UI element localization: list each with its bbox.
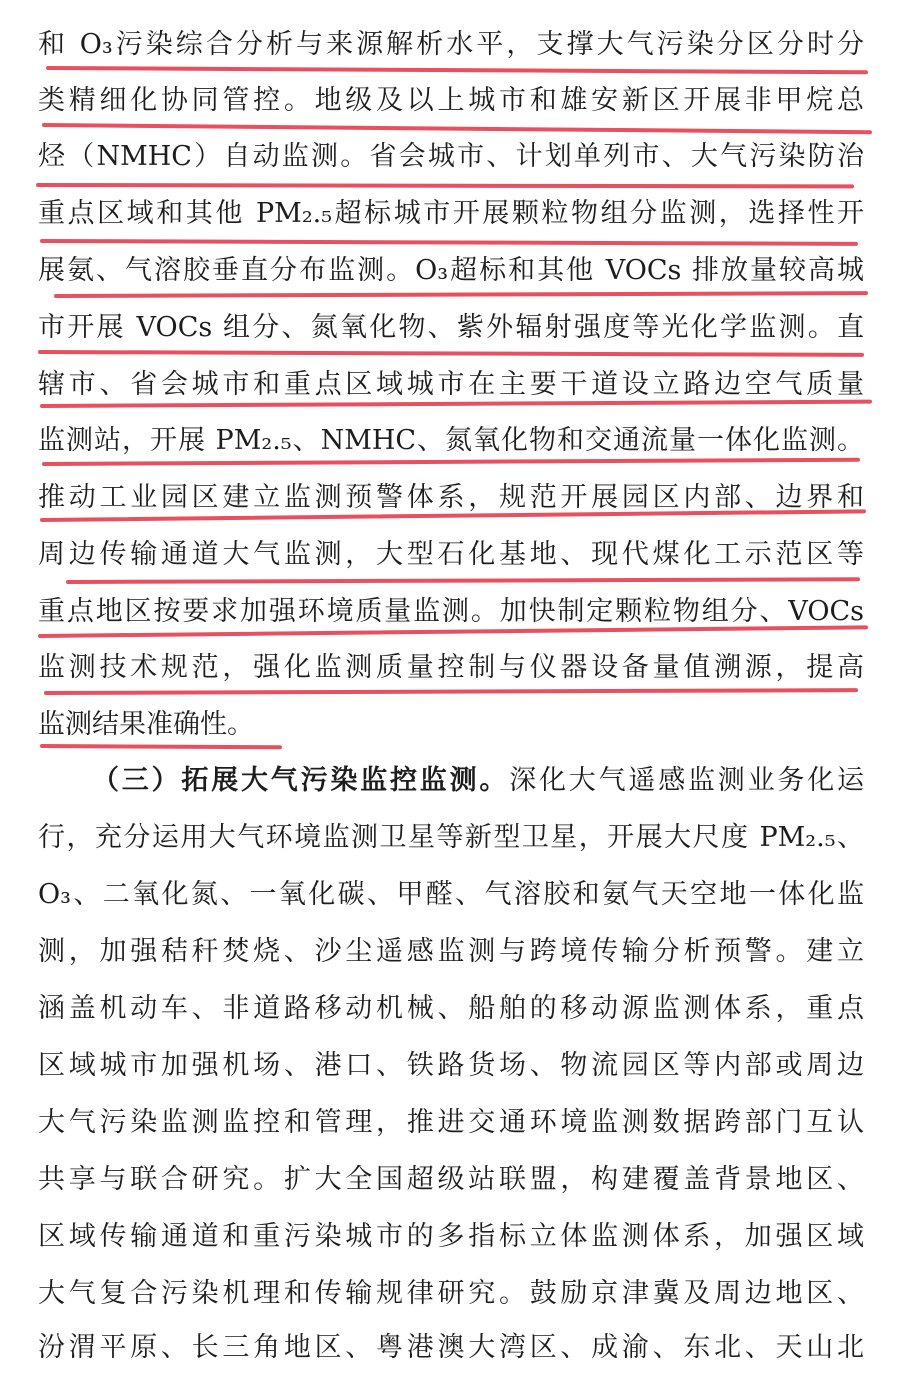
section-heading: （三）拓展大气污染监控监测。: [92, 765, 510, 796]
paragraph-line: 监测站，开展 PM₂.₅、NMHC、氮氧化物和交通流量一体化监测。: [38, 425, 864, 456]
paragraph-line: 区域传输通道和重污染城市的多指标立体监测体系，加强区域: [38, 1221, 864, 1252]
paragraph-line: 类精细化协同管控。地级及以上城市和雄安新区开展非甲烷总: [38, 85, 864, 116]
section-first-line-text: 深化大气遥感监测业务化运: [509, 765, 864, 796]
paragraph-line: 辖市、省会城市和重点区域城市在主要干道设立路边空气质量: [38, 369, 864, 400]
paragraph-line: 监测结果准确性。: [38, 709, 254, 740]
paragraph-line: 市开展 VOCs 组分、氮氧化物、紫外辐射强度等光化学监测。直: [38, 312, 864, 343]
paragraph-line: 重点区域和其他 PM₂.₅超标城市开展颗粒物组分监测，选择性开: [38, 198, 864, 229]
paragraph-line: 汾渭平原、长三角地区、粤港澳大湾区、成渝、东北、天山北: [38, 1332, 864, 1363]
paragraph-line: 周边传输通道大气监测，大型石化基地、现代煤化工示范区等: [38, 539, 864, 570]
paragraph-line: O₃、二氧化氮、一氧化碳、甲醛、气溶胶和氨气天空地一体化监: [38, 879, 864, 910]
paragraph-line: 区域城市加强机场、港口、铁路货场、物流园区等内部或周边: [38, 1050, 864, 1081]
paragraph-line: 行，充分运用大气环境监测卫星等新型卫星，开展大尺度 PM₂.₅、: [38, 822, 864, 853]
paragraph-line: 大气复合污染机理和传输规律研究。鼓励京津冀及周边地区、: [38, 1278, 864, 1309]
paragraph-line: 展氨、气溶胶垂直分布监测。O₃超标和其他 VOCs 排放量较高城: [38, 255, 864, 286]
paragraph-line: 重点地区按要求加强环境质量监测。加快制定颗粒物组分、VOCs: [38, 596, 864, 627]
paragraph-line: 监测技术规范，强化监测质量控制与仪器设备量值溯源，提高: [38, 652, 864, 683]
paragraph-line: 共享与联合研究。扩大全国超级站联盟，构建覆盖背景地区、: [38, 1164, 864, 1195]
paragraph-line: 烃（NMHC）自动监测。省会城市、计划单列市、大气污染防治: [38, 141, 864, 172]
paragraph-line: 涵盖机动车、非道路移动机械、船舶的移动源监测体系，重点: [38, 993, 864, 1024]
section-first-line: [92, 753, 864, 809]
paragraph-line: 测，加强秸秆焚烧、沙尘遥感监测与跨境传输分析预警。建立: [38, 936, 864, 967]
paragraph-line: 和 O₃污染综合分析与来源解析水平，支撑大气污染分区分时分: [38, 29, 864, 60]
paragraph-line: 推动工业园区建立监测预警体系，规范开展园区内部、边界和: [38, 482, 864, 513]
paragraph-line: 大气污染监测监控和管理，推进交通环境监测数据跨部门互认: [38, 1107, 864, 1138]
